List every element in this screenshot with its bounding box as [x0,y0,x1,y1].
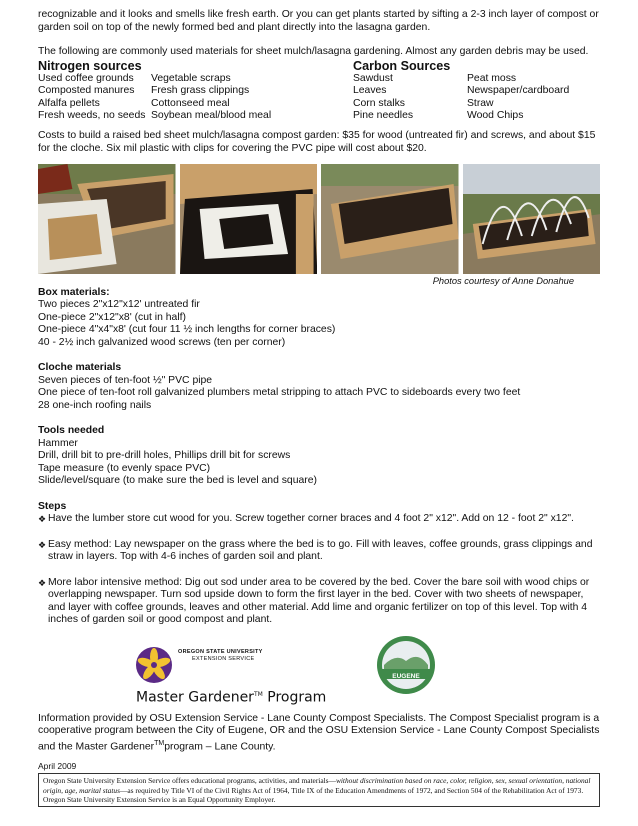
steps-heading: Steps [38,500,67,512]
list-item: Sawdust [353,72,393,84]
intro-paragraph: recognizable and it looks and smells like fresh earth. Or you can get plants started by sifting a 2-3 inch layer of compost or garden soil on top of the newly formed bed and plant directly into the lasagna garden. [38,9,599,33]
carbon-heading: Carbon Sources [353,58,451,73]
photo-strip [38,164,600,274]
step-item: ❖ Easy method: Lay newspaper on the grass where the bed is to go. Fill with leaves, coffee grounds, grass clippings and straw in layers. Top with 4-6 inches of garden soil and plant. [38,538,593,563]
list-item: Cottonseed meal [151,97,230,109]
list-item: Pine needles [353,110,414,121]
logo-row [38,635,600,707]
list-item: Alfalfa pellets [38,97,100,109]
list-item: Corn stalks [353,97,405,109]
list-item: Slide/level/square (to make sure the bed is level and square) [38,475,317,487]
materials-intro: The following are commonly used materials for sheet mulch/lasagna gardening. Almost any garden debris may be used. [38,46,589,58]
step-item: ❖ More labor intensive method: Dig out sod under area to be covered by the bed. Cover the bare soil with wood chips or overlapping newspaper. Turn sod upside down to form the first layer in the bed. Cover with two sheets of newspaper, and layer with coffee grounds, leaves and other material. Add lime and organic fertilizer on top of this level. Top with 4 inches of garden soil or good compost and plant. [38,576,590,626]
diamond-bullet-icon: ❖ [38,577,47,588]
list-item: 28 one-inch roofing nails [38,399,152,411]
list-item: Tape measure (to evenly space PVC) [38,462,211,474]
diamond-bullet-icon: ❖ [38,514,47,525]
list-item: Soybean meal/blood meal [151,110,272,121]
carbon-col-1 [353,60,467,123]
master-gardener-logo [136,635,336,707]
diamond-bullet-icon: ❖ [38,539,47,550]
list-item: Leaves [353,85,387,97]
box-materials-heading: Box materials: [38,286,110,298]
list-item: Composted manures [38,85,135,97]
list-item: Seven pieces of ten-foot ½" PVC pipe [38,374,213,386]
list-item: Fresh grass clippings [151,85,250,97]
list-item: 40 - 2½ inch galvanized wood screws (ten per corner) [38,336,286,348]
nitrogen-col-1 [38,60,151,123]
city-of-eugene-logo [376,635,436,695]
photo-credit: Photos courtesy of Anne Donahue [432,275,574,286]
eugene-wordmark: EUGENE [392,672,420,680]
info-paragraph: Information provided by OSU Extension Service - Lane County Compost Specialists. The Compost Specialist program is a cooperative program between the City of Eugene, OR and the OSU Extension Service - Lane County Compost Specialists and the Master Gardener™program – Lane County. [38,712,600,753]
list-item: One-piece 4"x4"x8' (cut four 11 ½ inch lengths for corner braces) [38,324,336,336]
carbon-col-2 [467,60,587,123]
photo-filled-bed [321,164,459,274]
list-item: Fresh weeds, no seeds [38,110,146,121]
photo-newspaper-layer [38,164,176,274]
list-item: One-piece 2"x12"x8' (cut in half) [38,311,186,323]
steps-section [38,501,600,627]
costs-paragraph: Costs to build a raised bed sheet mulch/lasagna compost garden: $35 for wood (untreated fir) and screws, and about $15 for the cloche. Six mil plastic with clips for covering the PVC pipe will cost about $20. [38,130,596,154]
list-item: Newspaper/cardboard [467,85,570,97]
cloche-materials-heading: Cloche materials [38,362,122,374]
nitrogen-col-2 [151,60,353,123]
tools-section [38,425,600,488]
list-item: Wood Chips [467,110,524,121]
list-item: Vegetable scraps [151,72,231,84]
list-item: Peat moss [467,72,517,84]
osu-extension-text: OREGON STATE UNIVERSITY EXTENSION SERVICE [178,648,263,662]
sources-table [38,60,600,123]
list-item: Used coffee grounds [38,72,134,84]
step-item: ❖ Have the lumber store cut wood for you. Screw together corner braces and 4 foot 2" x12". Add on 12 - foot 2" x12". [38,513,574,525]
nitrogen-heading: Nitrogen sources [38,58,142,73]
box-materials-section [38,287,600,350]
publication-date: April 2009 [38,760,77,771]
photo-compost-layer [180,164,318,274]
master-gardener-wordmark: Master Gardener™ Program [136,689,327,706]
list-item: Drill, drill bit to pre-drill holes, Phillips drill bit for screws [38,450,291,462]
list-item: Straw [467,97,494,109]
list-item: One piece of ten-foot roll galvanized plumbers metal stripping to attach PVC to sideboards every two feet [38,387,521,399]
cloche-materials-section [38,362,600,412]
equal-opportunity-statement: Oregon State University Extension Service offers educational programs, activities, and materials—without discrimination based on race, color, religion, sex, sexual orientation, national origin, age, marital status—as required by Title VI of the Civil Rights Act of 1964, Title IX of the Education Amendments of 1972, and Section 504 of the Rehabilitation Act of 1973. Oregon State University Extension Service is an Equal Opportunity Employer. [38,773,600,807]
photo-cloche-hoops [463,164,601,274]
list-item: Hammer [38,437,78,449]
list-item: Two pieces 2"x12"x12' untreated fir [38,299,200,311]
tools-heading: Tools needed [38,425,105,437]
